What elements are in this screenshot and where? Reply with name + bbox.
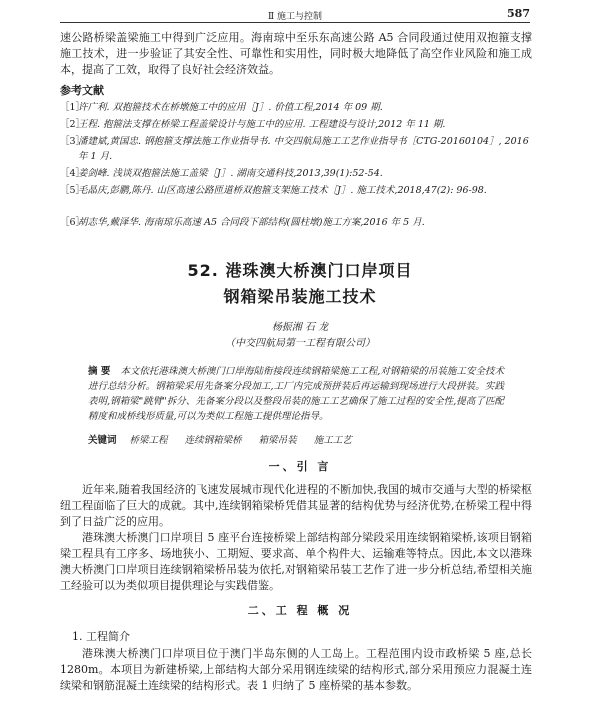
keywords <box>88 432 504 446</box>
reference-item <box>60 100 532 115</box>
running-header <box>60 6 530 23</box>
subsection-heading: 1. 工程简介 <box>72 630 130 643</box>
reference-number: ［5］ <box>60 185 86 196</box>
reference-text: 潘建斌,黄国忠. 钢抱箍支撑法施工作业指导书. 中交四航局施工工艺作业指导书［CTG-20160104］, 2016 年 1 月. <box>78 136 529 162</box>
reference-text: 姜剑峰. 浅谈双抱箍法施工盖梁［J］. 湖南交通科技,2013,39(1):52-54. <box>78 168 383 179</box>
keywords-label: 关键词 <box>88 435 117 446</box>
abstract-text: 本文依托港珠澳大桥澳门口岸海陆衔接段连续钢箱梁施工工程,对钢箱梁的吊装施工安全技术进行总结分析。钢箱梁采用先备案分段加工,工厂内完成预拼装后再运输到现场进行大段拼装。实践表明,钢箱梁"跳臂"拆分、先备案分段以及整段吊装的施工工艺确保了施工过程的安全性,提高了匹配精度和成桥线形质量,可以为类似工程施工提供理论指导。 <box>88 366 504 422</box>
reference-item <box>60 117 532 132</box>
keyword: 连续钢箱梁桥 <box>184 435 242 446</box>
reference-item <box>60 183 532 198</box>
section-heading-overview: 二、工 程 概 况 <box>247 604 353 617</box>
article-title-line1: 52. 港珠澳大桥澳门口岸项目 <box>187 261 413 280</box>
section-label: Ⅱ 施工与控制 <box>268 12 322 22</box>
page-number: 587 <box>507 7 530 20</box>
intro-body-paragraph: 近年来,随着我国经济的飞速发展城市现代化进程的不断加快,我国的城市交通与大型的桥梁枢纽工程面临了巨大的成就。其中,连续钢箱梁桥凭借其显著的结构优势与经济优势,在桥梁工程中得到了日益广泛的应用。 <box>60 483 532 528</box>
reference-number: ［1］ <box>60 102 86 113</box>
keyword: 桥梁工程 <box>129 435 168 446</box>
reference-item <box>60 215 532 230</box>
reference-text: 胡志华,戴泽华. 海南琼乐高速 A5 合同段下部结构(圆柱墩)施工方案,2016 年 5 月. <box>78 217 425 228</box>
reference-number: ［6］ <box>60 217 86 228</box>
reference-text: 许广利. 双抱箍技术在桥墩施工中的应用［J］. 价值工程,2014 年 09 期. <box>78 102 383 113</box>
reference-item <box>60 134 532 164</box>
reference-number: ［2］ <box>60 119 86 130</box>
intro-body-paragraph: 港珠澳大桥澳门口岸项目 5 座平台连接桥梁上部结构部分梁段采用连续钢箱梁桥,该项目钢箱梁工程具有工序多、场地狭小、工期短、要求高、单个构件大、运输难等特点。因此,本文以港珠澳大桥澳门口岸项目连续钢箱梁桥吊装为依托,对钢箱梁吊装工艺作了进一步分析总结,希望相关施工经验可以为类似项目提供理论与实践借鉴。 <box>60 531 532 592</box>
section-heading-intro: 一、引 言 <box>268 460 332 473</box>
reference-text: 毛晶庆,彭鹏,陈丹. 山区高速公路匝道桥双抱箍支架施工技术［J］. 施工技术,2018,47(2): 96-98. <box>78 185 487 196</box>
abstract <box>88 364 504 424</box>
references-heading: 参考文献 <box>60 84 104 97</box>
keyword: 箱梁吊装 <box>258 435 297 446</box>
reference-text: 王程. 抱箍法支撑在桥梁工程盖梁设计与施工中的应用. 工程建设与设计,2012 年 11 期. <box>78 119 446 130</box>
affiliation: （中交四航局第一工程有限公司） <box>225 338 375 349</box>
reference-number: ［4］ <box>60 168 86 179</box>
abstract-label: 摘 要 <box>88 366 111 377</box>
intro-paragraph: 速公路桥梁盖梁施工中得到广泛应用。海南琼中至乐东高速公路 A5 合同段通过使用双抱箍支撑施工技术，进一步验证了其安全性、可靠性和实用性，同时极大地降低了高空作业风险和施工成本，提高了工效，取得了良好社会经济效益。 <box>60 31 532 76</box>
keyword: 施工工艺 <box>313 435 352 446</box>
reference-number: ［3］ <box>60 136 86 147</box>
article-title-line2: 钢箱梁吊装施工技术 <box>223 287 377 306</box>
reference-item <box>60 166 532 181</box>
authors: 杨振湘 石 龙 <box>271 322 329 333</box>
overview-paragraph: 港珠澳大桥澳门口岸项目位于澳门半岛东侧的人工岛上。工程范围内设市政桥梁 5 座,总长 1280m。本项目为新建桥梁,上部结构大部分采用钢连续梁的结构形式,部分采用预应力混凝土连续梁和钢筋混凝土连续梁的结构形式。表 1 归纳了 5 座桥梁的基本参数。 <box>60 647 532 692</box>
